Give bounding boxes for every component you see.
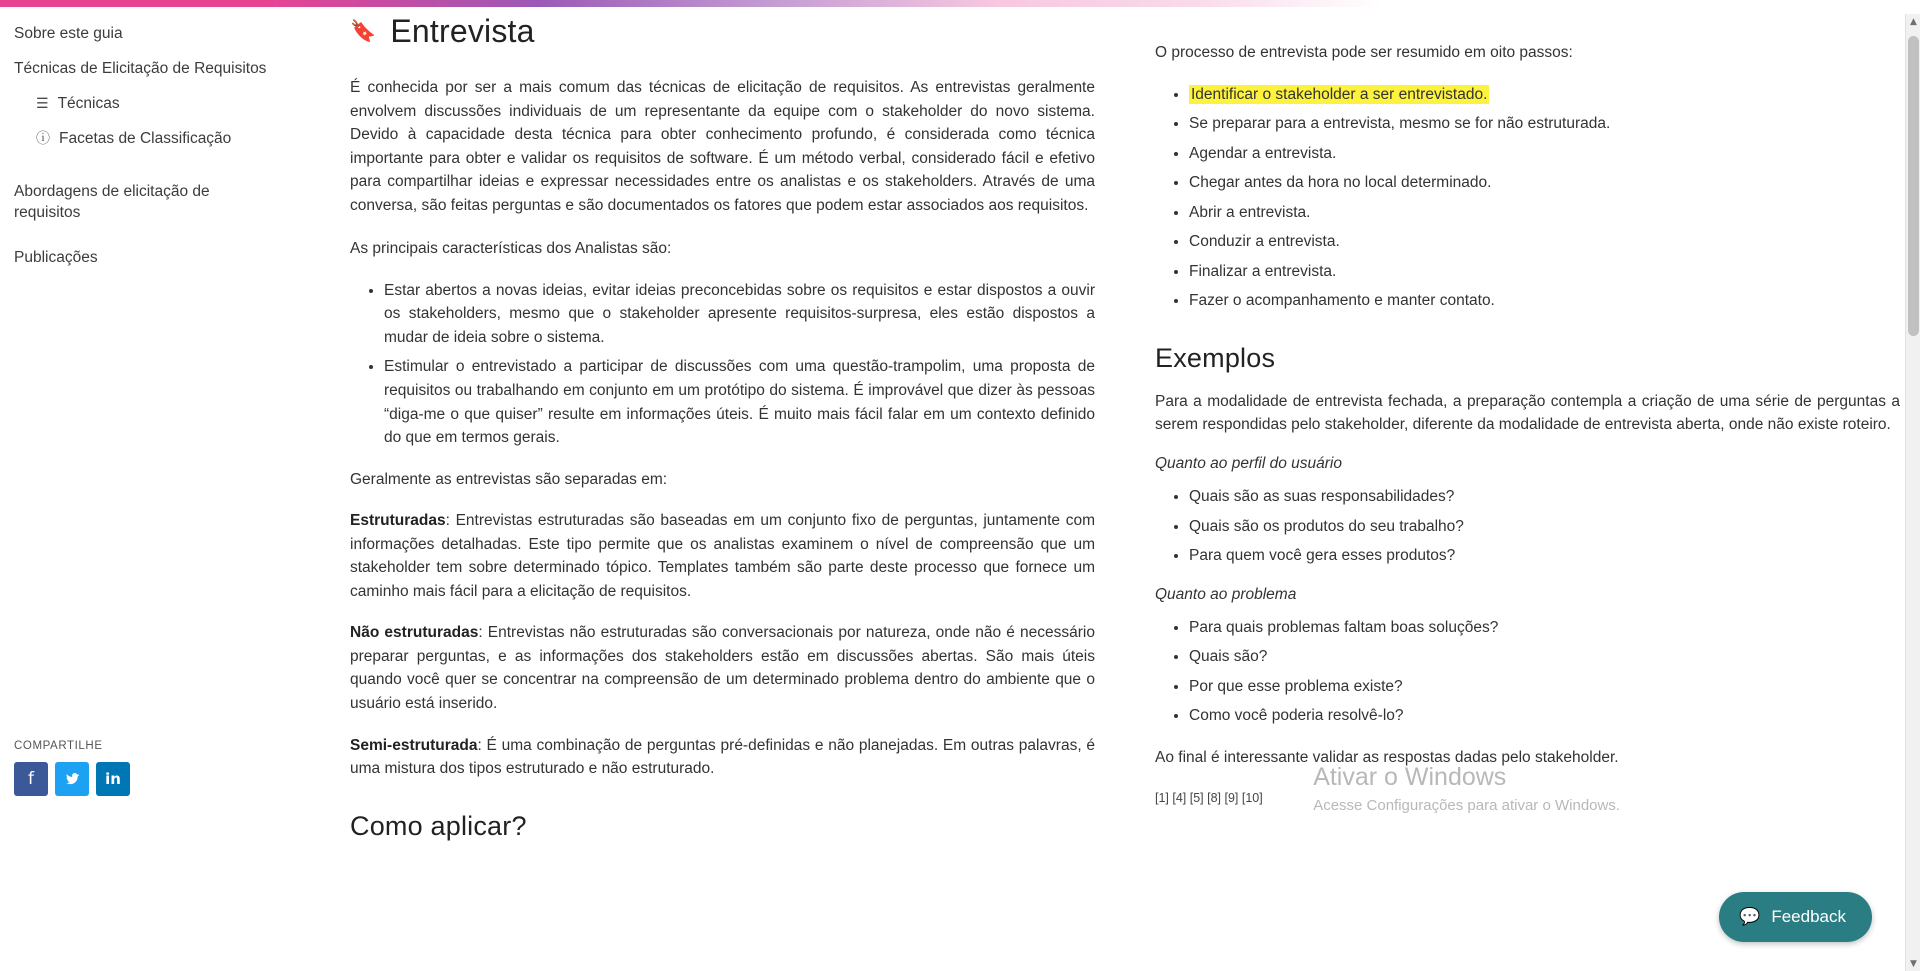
list-item: • Quais são?: [1189, 645, 1900, 669]
examples-heading: Exemplos: [1155, 342, 1276, 373]
steps-intro: O processo de entrevista pode ser resumido em oito passos:: [1155, 44, 1573, 61]
list-item: • Fazer o acompanhamento e manter contato.: [1189, 289, 1900, 313]
list-item: • Conduzir a entrevista.: [1189, 230, 1900, 254]
list-icon: ☰: [36, 94, 49, 111]
type-nao-estruturadas: [350, 621, 1095, 715]
page-title-text: Entrevista: [390, 13, 535, 49]
column-left: [350, 7, 1095, 858]
sidebar-item-abordagens-de-elicitacao[interactable]: [0, 175, 250, 231]
list-item: • Chegar antes da hora no local determinado.: [1189, 171, 1900, 195]
share-block: [14, 740, 304, 796]
profile-questions-list: [1155, 485, 1900, 568]
sidebar-item-sobre-este-guia[interactable]: [0, 17, 330, 52]
list-item: • Para quais problemas faltam boas soluções?: [1189, 616, 1900, 640]
twitter-bird-glyph: [64, 772, 81, 787]
linkedin-glyph: in: [105, 769, 121, 788]
list-item: • Finalizar a entrevista.: [1189, 260, 1900, 284]
bookmark-icon[interactable]: 🔖: [350, 19, 377, 43]
examples-intro: Para a modalidade de entrevista fechada, a preparação contempla a criação de uma série de perguntas a serem respondidas pelo stakeholder, diferente da modalidade de entrevista aberta, onde não existe roteiro.: [1155, 392, 1900, 434]
list-item: • Se preparar para a entrevista, mesmo se for não estruturada.: [1189, 112, 1900, 136]
analysts-intro: As principais características dos Analistas são:: [350, 240, 672, 258]
watermark-subtitle: Acesse Configurações para ativar o Windows.: [1313, 797, 1620, 814]
closing-paragraph: Ao final é interessante validar as respostas dadas pelo stakeholder.: [1155, 748, 1619, 766]
profile-heading: Quanto ao perfil do usuário: [1155, 455, 1342, 473]
problem-questions-list: [1155, 616, 1900, 728]
sidebar-item-label: Facetas de Classificação: [59, 129, 232, 147]
list-item: • Estimular o entrevistado a participar de discussões com uma questão-trampolim, uma proposta de requisitos ou trabalhando em conjunto em um protótipo do sistema. É improvável que dizer às pessoas “diga-me o que quiser” resulte em informações úteis. É muito mais fácil falar em um contexto definido do que em termos gerais.: [384, 355, 1095, 449]
intro-paragraph: É conhecida por ser a mais comum das técnicas de elicitação de requisitos. As entrevistas geralmente envolvem discussões individuais de um representante da equipe com o stakeholder do novo sistema. Devido à capacidade desta técnica para obter conhecimento profundo, é considerada como técnica importante para obter e validar os requisitos de software. É um método verbal, considerado fácil e efetivo para compartilhar ideias e expressar necessidades entre os analistas e os stakeholders. Através de uma conversa, são feitas perguntas e são documentados os fatores que podem estar associados aos requisitos.: [350, 79, 1095, 214]
sidebar-item-publicacoes[interactable]: [0, 241, 330, 276]
list-item: • Como você poderia resolvê-lo?: [1189, 704, 1900, 728]
share-label: COMPARTILHE: [14, 740, 103, 752]
type-text: : Entrevistas não estruturadas são conversacionais por natureza, onde não é necessário preparar perguntas, e as informações dos stakeholders estão em discussões abertas. São mais úteis quando você quer se concentrar na compreensão de um determinado problema dentro do ambiente que o usuário está inserido.: [350, 624, 1095, 713]
list-item: • Por que esse problema existe?: [1189, 675, 1900, 699]
scroll-down-arrow-icon[interactable]: ▼: [1910, 958, 1917, 969]
references: [1] [4] [5] [8] [9] [10]: [1155, 791, 1263, 806]
type-semi-estruturada: [350, 734, 1095, 781]
page-root: [0, 7, 1920, 969]
sidebar-item-tecnicas[interactable]: [0, 87, 330, 122]
type-term: Não estruturadas: [350, 624, 479, 642]
feedback-button[interactable]: [1719, 892, 1872, 942]
sidebar-item-tecnicas-de-elicitacao[interactable]: [0, 52, 330, 87]
list-item: • Agendar a entrevista.: [1189, 142, 1900, 166]
list-item: • Estar abertos a novas ideias, evitar ideias preconcebidas sobre os requisitos e estar dispostos a ouvir os stakeholders, mesmo que o stakeholder apresente requisitos-surpresa, eles estão dispostos a mudar de ideia sobre o sistema.: [384, 279, 1095, 350]
type-estruturadas: [350, 509, 1095, 603]
two-column-layout: [330, 7, 1900, 858]
sidebar-item-facetas-de-classificacao[interactable]: [0, 122, 330, 157]
page-progress-strip: [0, 0, 1920, 7]
type-term: Semi-estruturada: [350, 736, 478, 754]
how-to-heading: Como aplicar?: [350, 810, 527, 841]
watermark-title: Ativar o Windows: [1313, 762, 1507, 791]
share-buttons: [14, 762, 304, 796]
article-content: [330, 7, 1920, 964]
types-intro: Geralmente as entrevistas são separadas em:: [350, 470, 668, 488]
facebook-share-icon[interactable]: [14, 762, 48, 796]
sidebar: [0, 7, 330, 964]
type-text: : É uma combinação de perguntas pré-definidas e não planejadas. Em outras palavras, é uma mistura dos tipos estruturado e não estruturado.: [350, 736, 1095, 778]
column-right: [1155, 7, 1900, 858]
list-item: [1189, 83, 1900, 107]
list-item: • Abrir a entrevista.: [1189, 201, 1900, 225]
sidebar-item-label: Técnicas de Elicitação de Requisitos: [14, 59, 267, 77]
sidebar-item-label: Abordagens de elicitação de requisitos: [14, 182, 210, 221]
type-term: Estruturadas: [350, 512, 446, 530]
type-text: : Entrevistas estruturadas são baseadas em um conjunto fixo de perguntas, juntamente com informações detalhadas. Este tipo permite que os analistas examinem o nível de compreensão que um stakeholder tem sobre determinado tópico. Templates também são parte deste processo que fornece um caminho mais fácil para a elicitação de requisitos.: [350, 512, 1095, 600]
analysts-list: [350, 279, 1095, 450]
chat-icon: 💬: [1739, 907, 1761, 927]
steps-list: [1155, 83, 1900, 313]
info-icon: ⓘ: [36, 129, 50, 146]
vertical-scrollbar[interactable]: [1905, 14, 1920, 971]
problem-heading: Quanto ao problema: [1155, 585, 1297, 603]
list-item: • Quais são as suas responsabilidades?: [1189, 485, 1900, 509]
list-item: • Quais são os produtos do seu trabalho?: [1189, 515, 1900, 539]
scrollbar-thumb[interactable]: [1908, 36, 1919, 336]
feedback-label: Feedback: [1771, 907, 1846, 926]
sidebar-item-label: Publicações: [14, 248, 98, 266]
page-title: [350, 13, 1095, 50]
scroll-up-arrow-icon[interactable]: ▲: [1910, 16, 1917, 27]
twitter-share-icon[interactable]: [55, 762, 89, 796]
facebook-glyph: f: [28, 768, 34, 789]
highlighted-step: Identificar o stakeholder a ser entrevistado.: [1191, 85, 1488, 103]
linkedin-share-icon[interactable]: [96, 762, 130, 796]
sidebar-item-label: Técnicas: [57, 94, 120, 112]
sidebar-item-label: Sobre este guia: [14, 25, 123, 42]
list-item: • Para quem você gera esses produtos?: [1189, 544, 1900, 568]
